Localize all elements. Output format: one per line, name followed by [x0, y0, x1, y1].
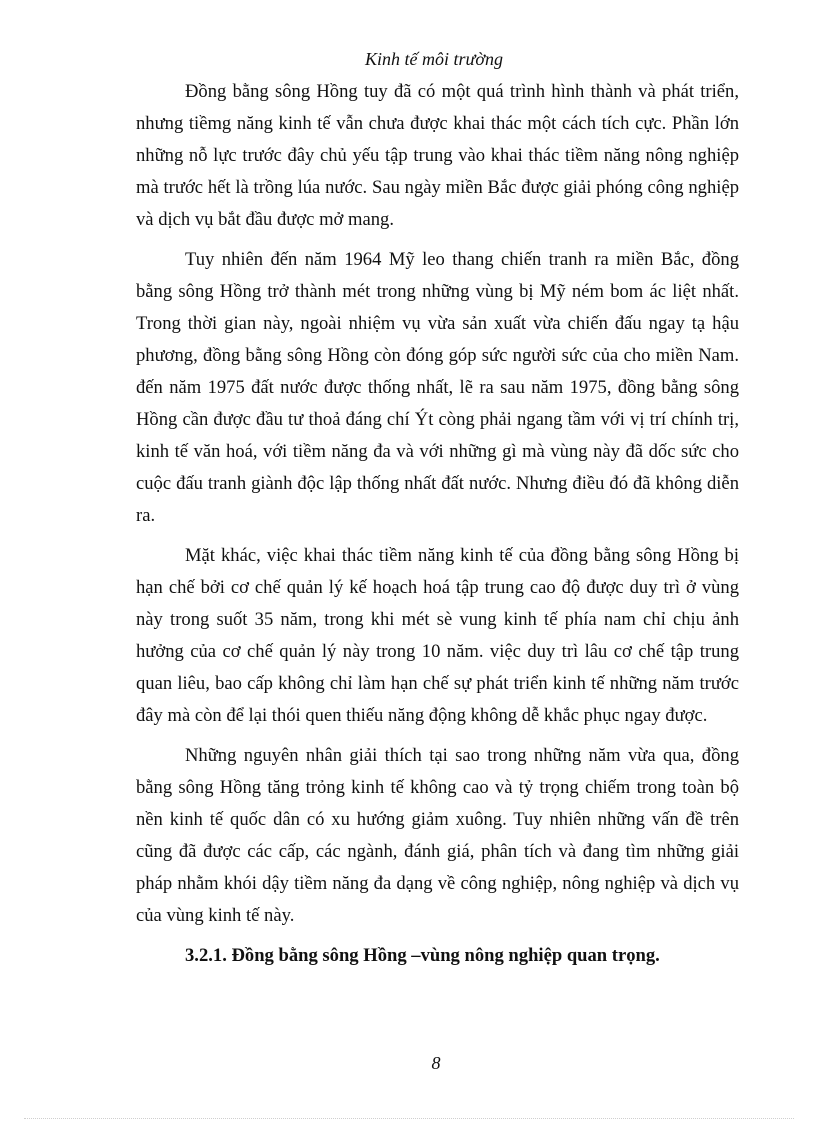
page-number: 8 — [431, 1053, 441, 1073]
section-heading: 3.2.1. Đồng bằng sông Hồng –vùng nông nghiệp quan trọng. — [185, 945, 660, 966]
running-header: Kinh tế môi trường — [365, 49, 503, 69]
body-paragraph: Những nguyên nhân giải thích tại sao trong những năm vừa qua, đồng bằng sông Hồng tăng trỏng kinh tế không cao và tỷ trọng chiếm trong toàn bộ nền kinh tế quốc dân có xu hướng giảm xuông. Tuy nhiên những vấn đề trên cũng đã được các cấp, các ngành, đánh giá, phân tích và đang tìm những giải pháp nhằm khói dậy tiềm năng đa dạng về công nghiệp, nông nghiệp và dịch vụ của vùng kinh tế này. — [136, 745, 739, 926]
footer-divider — [24, 1118, 794, 1119]
body-paragraph: Tuy nhiên đến năm 1964 Mỹ leo thang chiến tranh ra miền Bắc, đồng bằng sông Hồng trở thành mét trong những vùng bị Mỹ ném bom ác liệt nhất. Trong thời gian này, ngoài nhiệm vụ vừa sản xuất vừa chiến đấu ngay tạ hậu phương, đồng bằng sông Hồng còn đóng góp sức người sức của cho miền Nam. đến năm 1975 đất nước được thống nhất, lẽ ra sau năm 1975, đồng bằng sông Hồng cần được đầu tư thoả đáng chí Ýt còng phải ngang tầm với vị trí chính trị, kinh tế văn hoá, với tiềm năng đa và với những gì mà vùng này đã dốc sức cho cuộc đấu tranh giành độc lập thống nhất đất nước. Nhưng điều đó đã không diễn ra. — [136, 249, 739, 526]
document-body — [136, 76, 739, 972]
body-paragraph: Mặt khác, việc khai thác tiềm năng kinh tế của đồng bằng sông Hồng bị hạn chế bởi cơ chế quản lý kế hoạch hoá tập trung cao độ được duy trì ở vùng này trong suốt 35 năm, trong khi mét sè vung kinh tế phía nam chỉ chịu ảnh hưởng của cơ chế quản lý này trong 10 năm. việc duy trì lâu cơ chế tập trung quan liêu, bao cấp không chỉ làm hạn chế sự phát triển kinh tế những năm trước đây mà còn để lại thói quen thiếu năng động không dễ khắc phục ngay được. — [136, 545, 739, 726]
body-paragraph: Đồng bằng sông Hồng tuy đã có một quá trình hình thành và phát triển, nhưng tiềmg năng kinh tế vẫn chưa được khai thác một cách tích cực. Phần lớn những nỗ lực trước đây chủ yếu tập trung vào khai thác tiềm năng nông nghiệp mà trước hết là trồng lúa nước. Sau ngày miền Bắc được giải phóng công nghiệp và dịch vụ bắt đầu được mở mang. — [136, 81, 739, 230]
